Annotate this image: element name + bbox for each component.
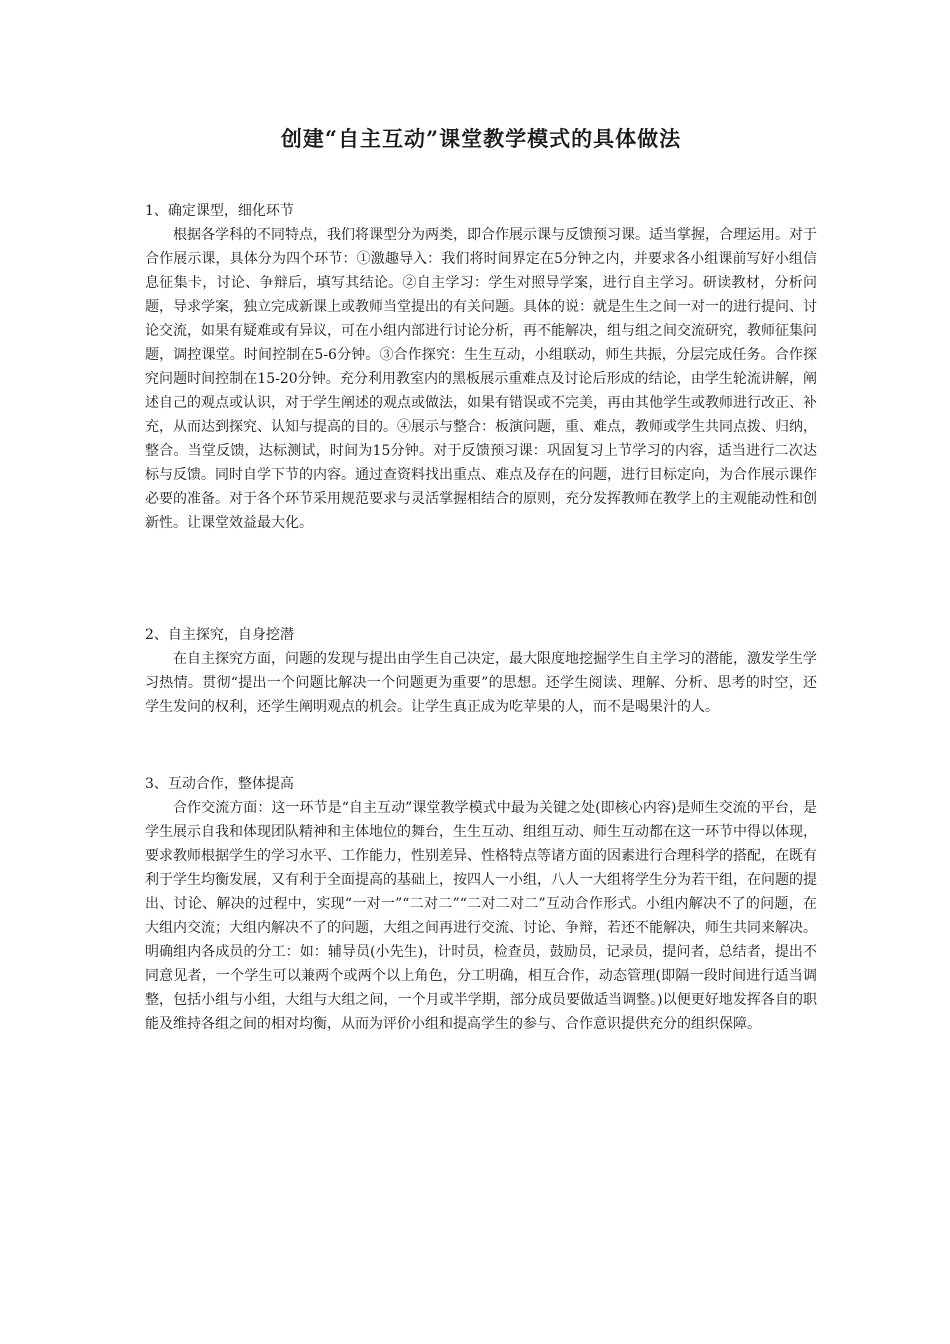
document-title: 创建“自主互动”课堂教学模式的具体做法 — [280, 126, 682, 151]
section-body: 根据各学科的不同特点，我们将课型分为两类，即合作展示课与反馈预习课。适当掌握，合理运用。对于合作展示课，具体分为四个环节：①激趣导入：我们将时间界定在5分钟之内，并要求各小组课前写好小组信息征集卡，讨论、争辩后，填写其结论。②自主学习：学生对照导学案，进行自主学习。研读教材，分析问题，导求学案，独立完成新课上或教师当堂提出的有关问题。具体的说：就是生生之间一对一的进行提问、讨论交流，如果有疑难或有异议，可在小组内部进行讨论分析，再不能解决，组与组之间交流研究，教师征集问题，调控课堂。时间控制在5-6分钟。③合作探究：生生互动，小组联动，师生共振，分层完成任务。合作探究问题时间控制在15-20分钟。充分利用教室内的黑板展示重难点及讨论后形成的结论，由学生轮流讲解，阐述自己的观点或认识，对于学生阐述的观点或做法，如果有错误或不完美，再由其他学生或教师进行改正、补充，从而达到探究、认知与提高的目的。④展示与整合：板演问题，重、难点，教师或学生共同点拨、归纳，整合。当堂反馈，达标测试，时间为15分钟。对于反馈预习课：巩固复习上节学习的内容，适当进行二次达标与反馈。同时自学下节的内容。通过查资料找出重点、难点及存在的问题，进行目标定向，为合作展示课作必要的准备。对于各个环节采用规范要求与灵活掌握相结合的原则，充分发挥教师在教学上的主观能动性和创新性。让课堂效益最大化。 — [145, 227, 817, 531]
section-body: 在自主探究方面，问题的发现与提出由学生自己决定，最大限度地挖掘学生自主学习的潜能，激发学生学习热情。贯彻“提出一个问题比解决一个问题更为重要”的思想。还学生阅读、理解、分析、思考的时空，还学生发问的权利，还学生阐明观点的机会。让学生真正成为吃苹果的人，而不是喝果汁的人。 — [145, 651, 817, 715]
section-heading: 1、确定课型，细化环节 — [145, 203, 294, 219]
section-heading: 2、自主探究，自身挖潜 — [145, 627, 294, 643]
section-course-types — [145, 199, 817, 535]
section-self-inquiry — [145, 623, 817, 719]
section-body: 合作交流方面：这一环节是“自主互动”课堂教学模式中最为关键之处(即核心内容)是师生交流的平台，是学生展示自我和体现团队精神和主体地位的舞台，生生互动、组组互动、师生互动都在这一环节中得以体现，要求教师根据学生的学习水平、工作能力，性别差异、性格特点等诸方面的因素进行合理科学的搭配，在既有利于学生均衡发展，又有利于全面提高的基础上，按四人一小组，八人一大组将学生分为若干组，在问题的提出、讨论、解决的过程中，实现“一对一”“二对二”“二对二对二”互动合作形式。小组内解决不了的问题，在大组内交流；大组内解决不了的问题，大组之间再进行交流、讨论、争辩，若还不能解决，师生共同来解决。明确组内各成员的分工：如：辅导员(小先生)，计时员，检查员，鼓励员，记录员，提问者，总结者，提出不同意见者，一个学生可以兼两个或两个以上角色，分工明确，相互合作，动态管理(即隔一段时间进行适当调整，包括小组与小组，大组与大组之间，一个月或半学期，部分成员要做适当调整。)以便更好地发挥各自的职能及维持各组之间的相对均衡，从而为评价小组和提高学生的参与、合作意识提供充分的组织保障。 — [145, 800, 817, 1032]
section-interactive-cooperation — [145, 772, 817, 1036]
section-heading: 3、互动合作，整体提高 — [145, 776, 294, 792]
